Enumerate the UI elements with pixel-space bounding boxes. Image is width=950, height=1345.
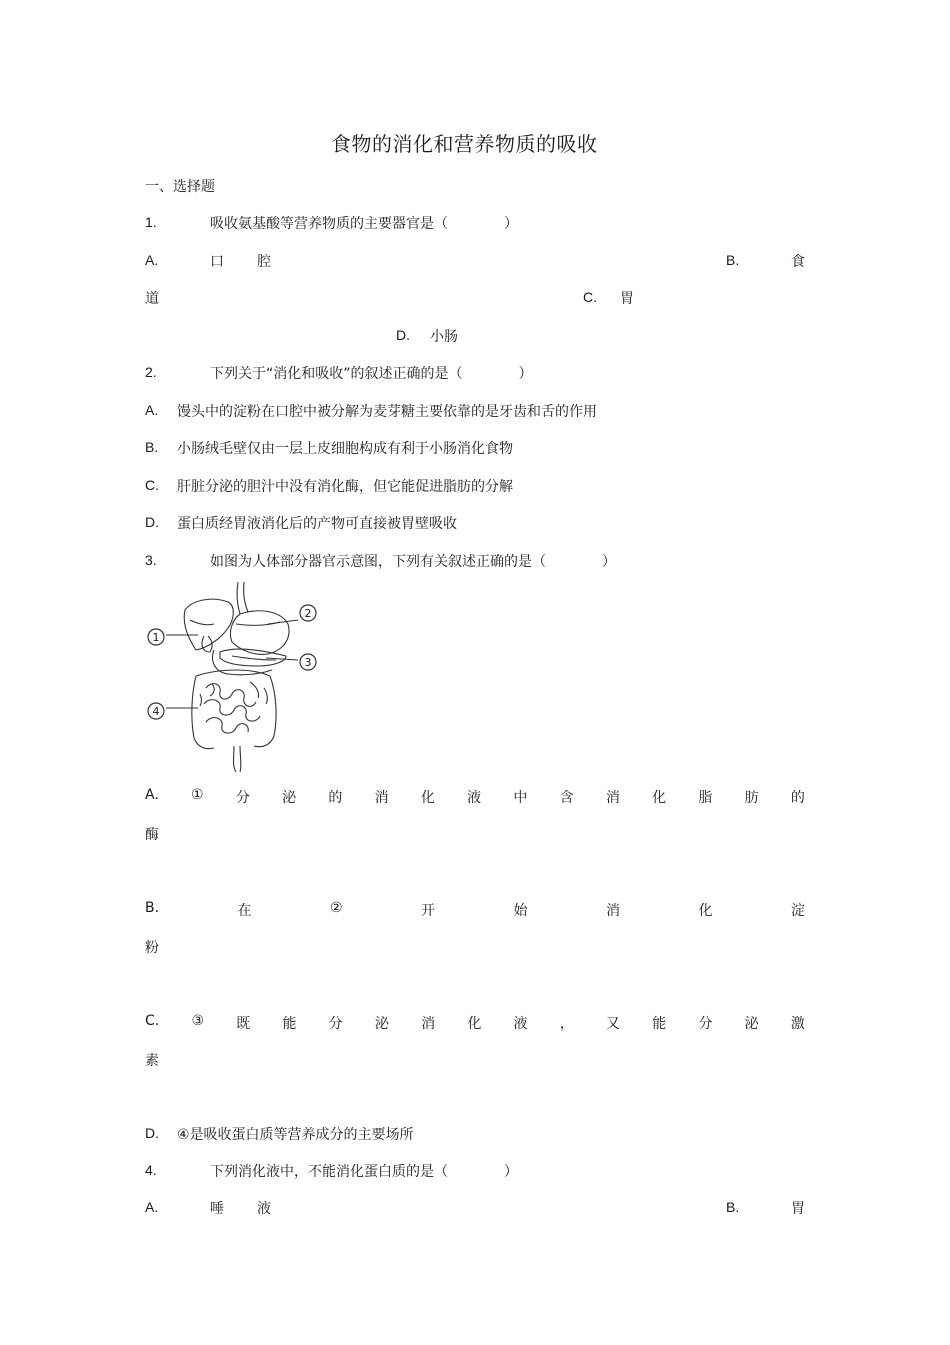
q3-option-d-label: D. [145,1125,159,1141]
q3-a-char: 消 [605,790,620,806]
q4-option-b-label: B. [726,1199,740,1215]
q1-option-d-text: 小肠 [430,329,458,345]
q3-c-char: 泌 [374,1016,389,1032]
figure-label-4: 4 [152,705,160,718]
q4-stem: 下列消化液中，不能消化蛋白质的是（ ） [210,1164,518,1180]
q3-b-char: 淀 [790,903,805,919]
q1-option-a-char: 口 [210,254,224,270]
q2-option-b-text: 小肠绒毛壁仅由一层上皮细胞构成有利于小肠消化食物 [177,441,513,457]
figure-label-2: 2 [304,607,312,620]
q3-a-char: 化 [652,790,667,806]
q3-c-char: 消 [421,1016,436,1032]
q3-a-char: 中 [513,790,528,806]
q3-a-char: ① [191,787,204,803]
q3-c-char: ， [559,1016,574,1032]
q2-option-c-label: C. [145,477,159,493]
q2-option-c-text: 肝脏分泌的胆汁中没有消化酶，但它能促进脂肪的分解 [177,479,513,495]
q3-b-char: 始 [513,903,528,919]
q1-option-d-label: D. [396,327,410,343]
q3-a-char: 的 [790,790,805,806]
q3-a-char: 分 [235,790,250,806]
q3-option-a-wrap: 酶 [145,827,159,843]
q3-c-char: 化 [467,1016,482,1032]
q3-a-char: 泌 [282,790,297,806]
q3-a-char: 消 [374,790,389,806]
q3-b-char: B. [145,900,160,916]
q3-a-char: 的 [328,790,343,806]
q1-option-c-label: C. [583,289,597,305]
q3-a-char: 化 [420,790,435,806]
q3-option-b-wrap: 粉 [145,940,159,956]
q3-c-char: 又 [605,1016,620,1032]
digestive-organs-figure [140,580,340,775]
q3-c-char: 分 [698,1016,713,1032]
q1-option-b-label: B. [726,252,740,268]
q3-c-char: 能 [652,1016,667,1032]
q1-option-b-char: 食 [791,254,805,270]
q3-a-char: 含 [559,790,574,806]
q3-stem: 如图为人体部分器官示意图，下列有关叙述正确的是（ ） [210,554,616,570]
q1-option-c-text: 胃 [620,291,634,307]
q3-c-char: 能 [282,1016,297,1032]
q2-option-a-text: 馒头中的淀粉在口腔中被分解为麦芽糖主要依靠的是牙齿和舌的作用 [177,404,597,420]
q3-a-char: A. [145,787,159,803]
q1-option-a-label: A. [145,252,159,268]
q4-option-a-char: 液 [257,1201,271,1217]
q3-a-char: 液 [467,790,482,806]
q3-option-a [145,787,805,807]
q3-b-char: ② [330,900,343,916]
q1-option-a-char: 腔 [257,254,271,270]
q2-stem: 下列关于“消化和吸收”的叙述正确的是（ ） [210,366,533,382]
q4-number: 4. [145,1162,157,1178]
q1-number: 1. [145,214,157,230]
figure-label-1: 1 [152,631,160,644]
q3-c-char: 分 [328,1016,343,1032]
figure-label-3: 3 [304,656,312,669]
q3-a-char: 脂 [698,790,713,806]
q3-c-char: 既 [236,1016,251,1032]
q3-number: 3. [145,552,157,568]
q2-option-d-text: 蛋白质经胃液消化后的产物可直接被胃壁吸收 [177,516,457,532]
q3-c-char: 液 [513,1016,528,1032]
q4-option-b-text: 胃 [791,1201,805,1217]
q3-option-b [145,900,805,920]
q2-option-b-label: B. [145,439,159,455]
q3-option-c [145,1013,805,1033]
q3-c-char: 激 [790,1016,805,1032]
q3-c-char: ③ [191,1013,205,1029]
q3-c-char: C. [145,1013,160,1029]
q4-option-a-label: A. [145,1199,159,1215]
q2-option-a-label: A. [145,402,159,418]
q3-b-char: 开 [421,903,436,919]
q3-b-char: 在 [237,903,252,919]
q1-option-b-wrap: 道 [145,291,159,307]
q3-a-char: 肪 [744,790,759,806]
q2-number: 2. [145,364,157,380]
section-heading: 一、选择题 [145,179,215,195]
q3-b-char: 消 [605,903,620,919]
page-title: 食物的消化和营养物质的吸收 [331,132,598,156]
q3-option-c-wrap: 素 [145,1053,159,1069]
q4-option-a-char: 唾 [210,1201,224,1217]
q3-b-char: 化 [698,903,713,919]
q1-stem: 吸收氨基酸等营养物质的主要器官是（ ） [210,216,518,232]
q3-c-char: 泌 [744,1016,759,1032]
q3-option-d-text: ④是吸收蛋白质等营养成分的主要场所 [177,1127,414,1143]
q2-option-d-label: D. [145,514,159,530]
